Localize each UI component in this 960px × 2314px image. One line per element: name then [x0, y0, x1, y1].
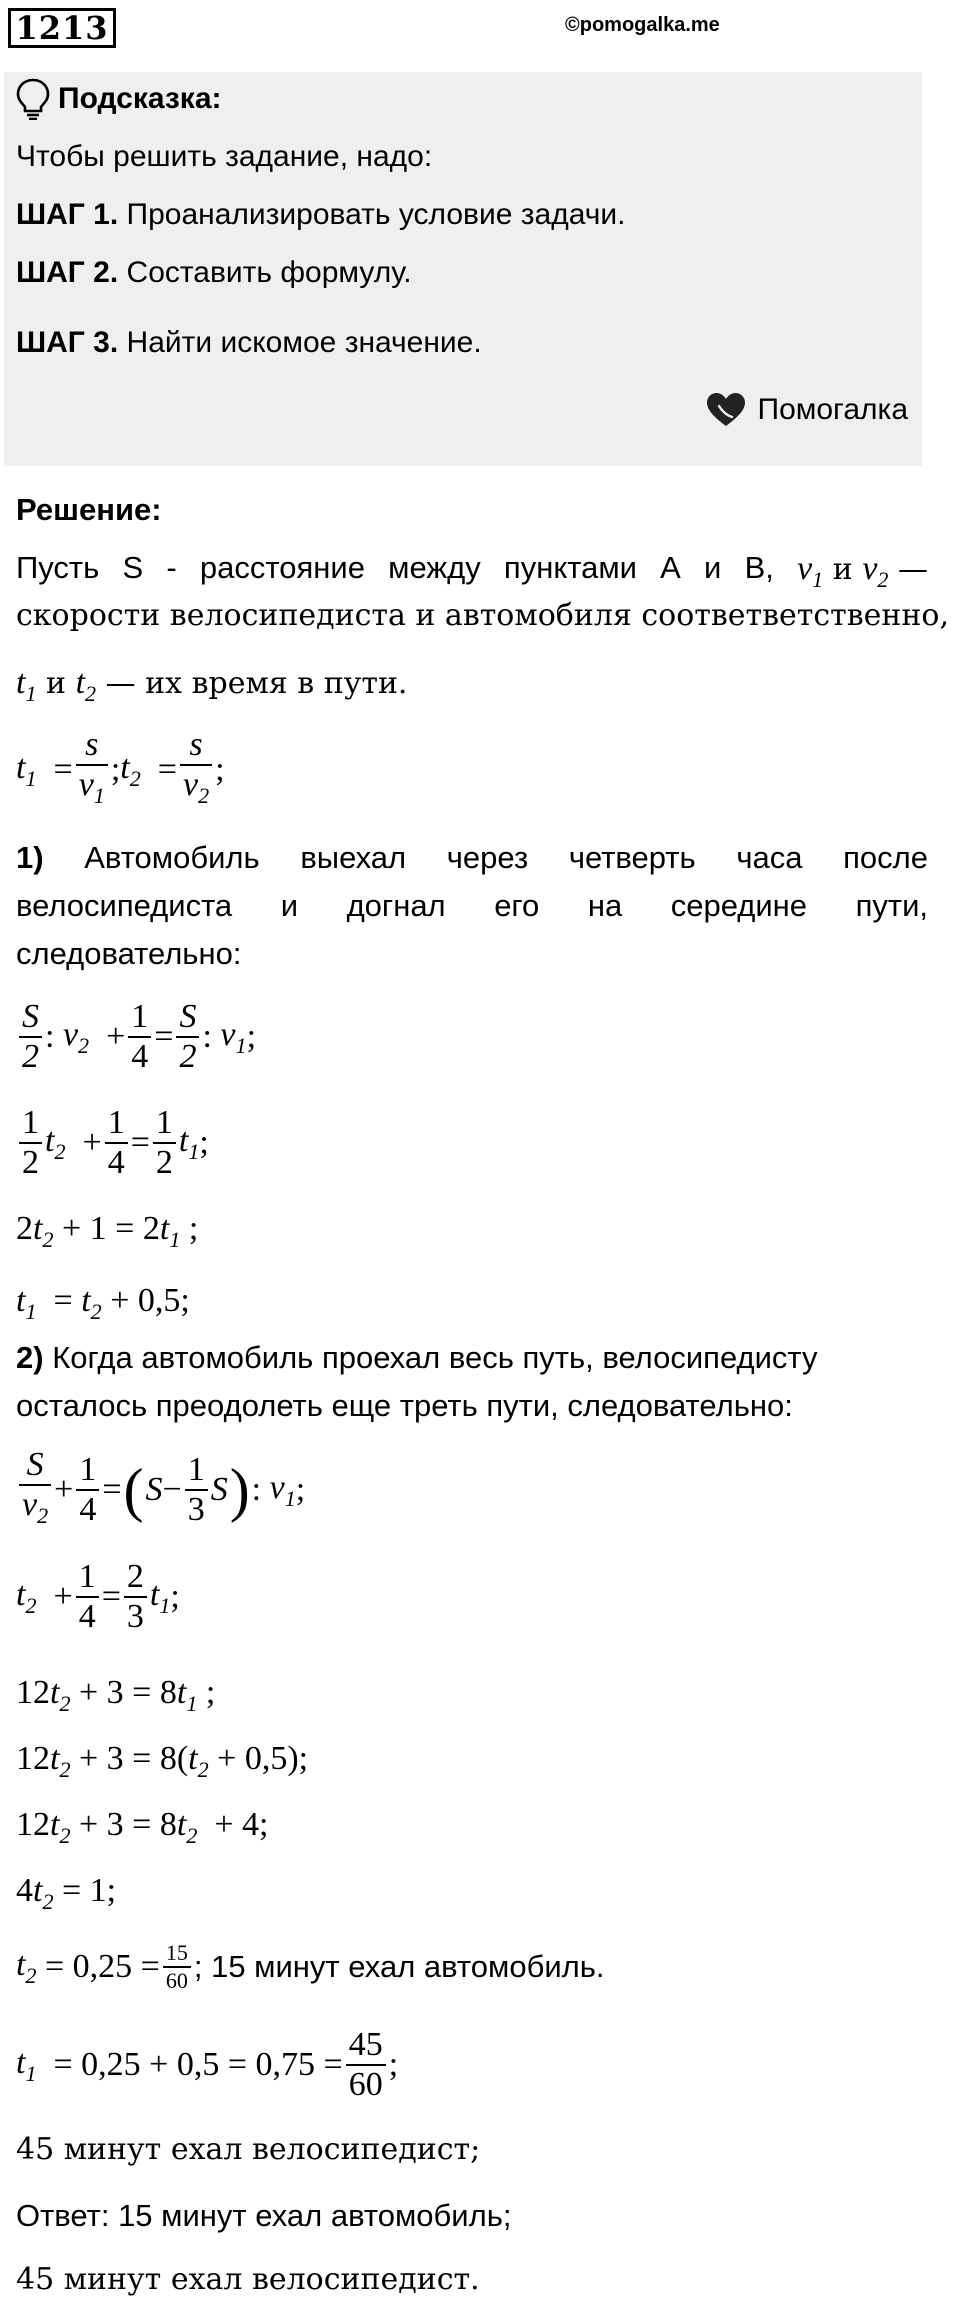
- velocity-symbols: $v_1$ и $v_2$ —: [797, 550, 928, 592]
- equation-2: $\frac{1}{2}$ $t_2$ + $\frac{1}{4}$ = $\frac{1}{2}$ $t_1$ ;: [16, 1104, 209, 1182]
- word: между: [388, 550, 481, 585]
- word: часа: [736, 840, 803, 875]
- fraction: $\frac{s}{v_2}$: [180, 726, 212, 815]
- word: и: [280, 888, 299, 923]
- step-text: Когда автомобиль проехал весь путь, велосипедисту: [43, 1340, 818, 1375]
- equation-7: $12t_2 + 3 = 8t_1$ ;: [16, 1674, 216, 1716]
- word: и: [832, 552, 853, 587]
- brand-badge: [706, 392, 909, 428]
- equation-6: $t_2$ + $\frac{1}{4}$ = $\frac{2}{3}$ $t_1$ ;: [16, 1558, 180, 1635]
- word: велосипедиста: [16, 888, 233, 923]
- task-number: 1213: [8, 8, 116, 48]
- word: — их время в пути.: [105, 666, 408, 701]
- word: S: [122, 550, 144, 585]
- step-1-line-3: следовательно:: [16, 936, 242, 971]
- answer-line-1: Ответ: 15 минут ехал автомобиль;: [16, 2198, 512, 2233]
- hint-box: [4, 72, 922, 466]
- equation-5: $\frac{S}{v_2}$ + $\frac{1}{4}$ = ( S − $\frac{1}{3}$ S ) : $v_1$ ;: [16, 1446, 305, 1535]
- word: выехал: [300, 840, 407, 875]
- word: пути,: [855, 888, 928, 923]
- answer-line-2: 45 минут ехал велосипедист.: [16, 2262, 480, 2297]
- equation-1: $\frac{S}{2}$ : $v_2$ + $\frac{1}{4}$ = $\frac{S}{2}$ : $v_1$ ;: [16, 998, 256, 1076]
- word: и: [704, 550, 722, 585]
- word: на: [587, 888, 623, 923]
- hint-step-1: [16, 198, 625, 232]
- step-label: ШАГ 1.: [16, 198, 119, 231]
- fraction: $\frac{s}{v_1}$: [76, 726, 108, 815]
- equation-3: $2t_2 + 1 = 2t_1$ ;: [16, 1210, 199, 1252]
- equation-4: $t_1 = t_2 + 0,5$;: [16, 1282, 190, 1324]
- equation-9: $12t_2 + 3 = 8t_2 + 4$;: [16, 1806, 269, 1848]
- word: и: [46, 666, 67, 701]
- word: расстояние: [199, 550, 365, 585]
- brand-name: Помогалка: [757, 393, 908, 426]
- word: Автомобиль: [84, 840, 260, 875]
- step-1-line-2: [16, 888, 928, 924]
- solution-para-1-line-3: $t_1$ и $t_2$ — их время в пути.: [16, 664, 408, 706]
- word: через: [446, 840, 529, 875]
- word: В,: [744, 550, 774, 585]
- hint-step-2: [16, 256, 412, 290]
- step-1-line-1: [16, 840, 928, 876]
- equation-11-note: ; 15 минут ехал автомобиль.: [193, 1949, 605, 1984]
- site-watermark: ©pomogalka.me: [565, 14, 720, 36]
- step-label: ШАГ 2.: [16, 256, 119, 289]
- word: -: [166, 550, 177, 585]
- heart-icon: [706, 392, 746, 428]
- step-text: Найти искомое значение.: [118, 326, 482, 359]
- word: середине: [670, 888, 808, 923]
- word: после: [843, 840, 928, 875]
- equation-8: $12t_2 + 3 = 8(t_2 + 0,5)$;: [16, 1740, 309, 1782]
- equation-11: $t_2$ = 0,25 = $\frac{15}{60}$ ; 15 минут ехал автомобиль.: [16, 1940, 605, 1993]
- word: —: [898, 552, 928, 587]
- hint-step-3: [16, 326, 482, 360]
- lightbulb-icon: [16, 78, 50, 120]
- word: пунктами: [503, 550, 637, 585]
- solution-para-1-line-1: [16, 550, 928, 593]
- step-2-line-2: осталось преодолеть еще треть пути, следовательно:: [16, 1388, 793, 1423]
- solution-title: Решение:: [16, 492, 162, 527]
- hint-title: [16, 78, 222, 120]
- word: его: [494, 888, 540, 923]
- step-number: 2): [16, 1340, 44, 1375]
- equation-10: $4t_2 = 1$;: [16, 1872, 117, 1914]
- step-text: Проанализировать условие задачи.: [118, 198, 626, 231]
- step-number: 1): [16, 840, 44, 875]
- solution-para-1-line-2: скорости велосипедиста и автомобиля соответветственно,: [16, 598, 949, 633]
- step-text: Составить формулу.: [118, 256, 412, 289]
- step-label: ШАГ 3.: [16, 326, 119, 359]
- word: Пусть: [16, 550, 100, 585]
- hint-title-text: Подсказка:: [58, 82, 222, 115]
- result-cyclist: 45 минут ехал велосипедист;: [16, 2132, 481, 2167]
- word: четверть: [568, 840, 696, 875]
- equation-12: $t_1$ = 0,25 + 0,5 = 0,75 = $\frac{45}{60}$ ;: [16, 2026, 399, 2103]
- word: догнал: [346, 888, 446, 923]
- word: А: [660, 550, 681, 585]
- step-2-line-1: [16, 1340, 817, 1376]
- equation-time-defs: $t_1$ = $\frac{s}{v_1}$ ; $t_2$ = $\frac{s}{v_2}$ ;: [16, 726, 225, 815]
- hint-intro: Чтобы решить задание, надо:: [16, 140, 433, 173]
